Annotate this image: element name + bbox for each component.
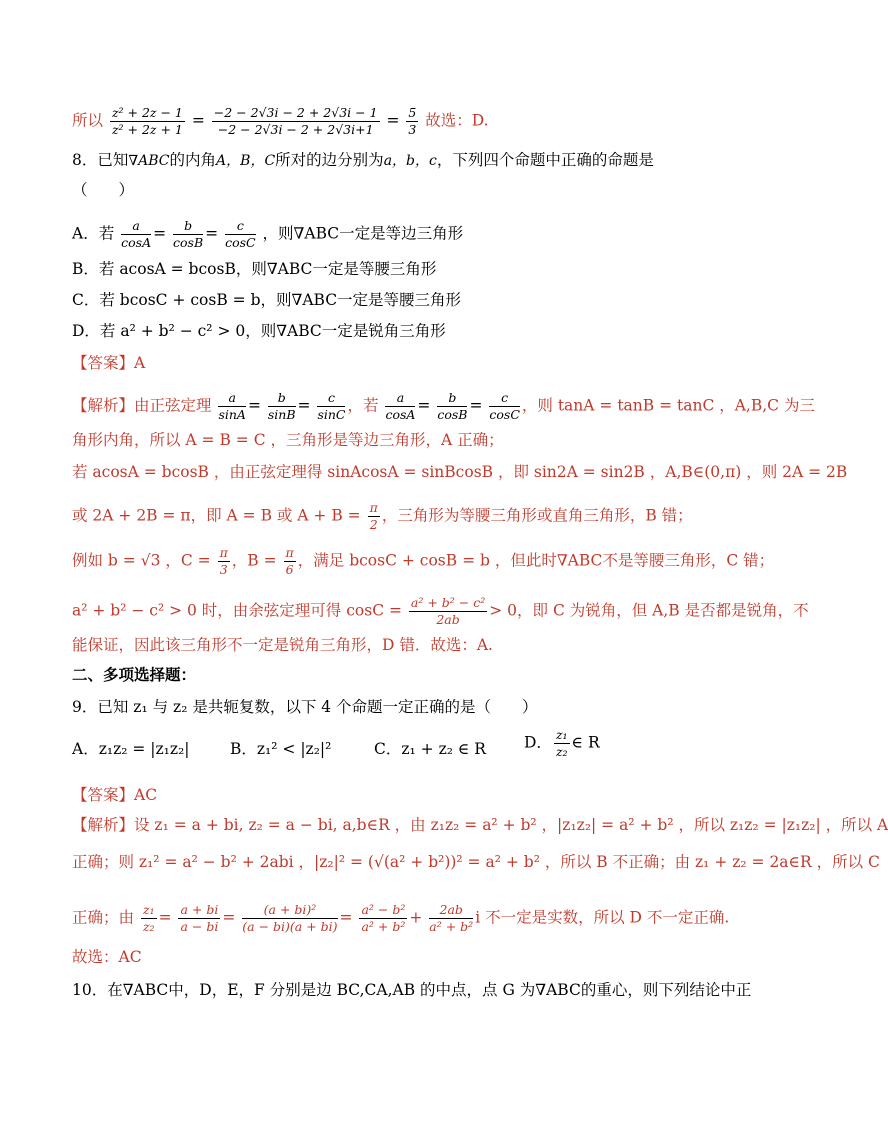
answer-8: 【答案】A [72,354,146,372]
q9-option-c: C．z₁ + z₂ ∈ R [374,740,486,758]
explanation-8-line-3: 若 acosA = bcosB ，由正弦定理得 sinAcosA = sinBcosB ，即 sin2A = sin2B ，A,B∈(0,π) ，则 2A = 2B [72,463,848,481]
explanation-8-line-2: 角形内角，所以 A = B = C ，三角形是等边三角形，A 正确； [72,431,504,449]
q9-option-b: B．z₁² < |z₂|² [230,740,332,758]
q9-option-d: D． $\frac{\text{z₁}}{\text{z₂}}$ ∈ R [524,727,600,759]
section-heading: 二、多项选择题： [72,665,197,684]
explanation-8-line-1: 【解析】由正弦定理 $\frac{a}{\sin A}$ = $\frac{b}{\sin B}$ = $\frac{c}{\sin C}$ ，若 $\frac{a}{\cos A}$ = $\frac{b}{\cos B}$ = $\frac{c}{\cos C}$ ，则 tanA = tanB = tanC ，A,B,C 为三 [72,390,815,422]
question-8-paren: （ ） [72,181,135,199]
option-d: D．若 a² + b² − c² > 0，则∇ABC一定是锐角三角形 [72,322,446,340]
fraction: $\frac{5}{3}$ [408,105,417,137]
explanation-9-line-1: 【解析】设 z₁ = a + bi, z₂ = a − bi, a,b∈R ，由 z₁z₂ = a² + b² ，|z₁z₂| = a² + b² ，所以 z₁z₂ = |z₁z₂| ，所以 A [72,816,888,834]
explanation-8-line-5: 例如 b = √3 ，C = $\frac{\pi}{3}$ ，B = $\frac{\pi}{6}$ ，满足 bcosC + cosB = b ，但此时∇ABC不是等腰三角形，C 错； [72,545,775,577]
question-8-stem: 8．已知∇ABC的内角A，B，C所对的边分别为a，b，c，下列四个命题中正确的命题是 [72,151,654,169]
answer-choice: 故选：D. [425,111,489,130]
option-b: B．若 acosA = bcosB，则∇ABC一定是等腰三角形 [72,260,437,278]
explanation-9-line-3: 正确；由 $\frac{\text{z₁}}{\text{z₂}}$ = $\frac{a + bi}{a - bi}$ = $\frac{\text{(a + bi)²}}{(a - bi)(a + bi)}$ = $\frac{\text{a² − b²}}{\text{a² + b²}}$ + $\frac{2ab}{\text{a² + b²}}$ i 不一定是实数，所以 D 不一定正确. [72,902,730,934]
explanation-8-line-6: a² + b² − c² > 0 时，由余弦定理可得 cosC = $\frac{\text{a² + b² − c²}}{2ab}$ > 0，即 C 为锐角，但 A,B 是否都是锐角，不 [72,595,809,627]
question-10-stem: 10．在∇ABC中，D，E，F 分别是边 BC,CA,AB 的中点，点 G 为∇ABC的重心，则下列结论中正 [72,981,752,999]
text-so: 所以 [72,111,104,130]
answer-9: 【答案】AC [72,786,158,804]
option-a: A．若 $\frac{a}{\cos A}$ = $\frac{b}{\cos B}$ = $\frac{c}{\cos C}$ ，则∇ABC一定是等边三角形 [72,218,464,250]
explanation-9-line-4: 故选：AC [72,948,142,966]
solution-conclusion-line: 所以 $\frac{\text{z² + 2z − 1}}{\text{z² + 2z + 1}}$ = $\frac{-2 - 2√3i - 2 + 2√3i - 1}{-2 - 2√3i - 2 + 2√3i+1}$ = $\frac{5}{3}$ 故选：D. [72,105,489,137]
question-9-stem: 9．已知 z₁ 与 z₂ 是共轭复数，以下 4 个命题一定正确的是（ ） [72,698,538,716]
fraction: $\frac{\text{z² + 2z − 1}}{\text{z² + 2z + 1}}$ [111,105,183,137]
explanation-8-line-7: 能保证，因此该三角形不一定是锐角三角形，D 错．故选：A. [72,636,493,654]
q9-option-a: A．z₁z₂ = |z₁z₂| [72,740,190,758]
fraction: $\frac{-2 - 2√3i - 2 + 2√3i - 1}{-2 - 2√3i - 2 + 2√3i+1}$ [213,105,378,137]
explanation-8-line-4: 或 2A + 2B = π，即 A = B 或 A + B = $\frac{\pi}{2}$ ，三角形为等腰三角形或直角三角形，B 错； [72,500,693,532]
explanation-9-line-2: 正确；则 z₁² = a² − b² + 2abi ，|z₂|² = (√(a² + b²))² = a² + b² ，所以 B 不正确；由 z₁ + z₂ = 2a∈R ，所以 C [72,853,880,871]
option-c: C．若 bcosC + cosB = b，则∇ABC一定是等腰三角形 [72,291,462,309]
